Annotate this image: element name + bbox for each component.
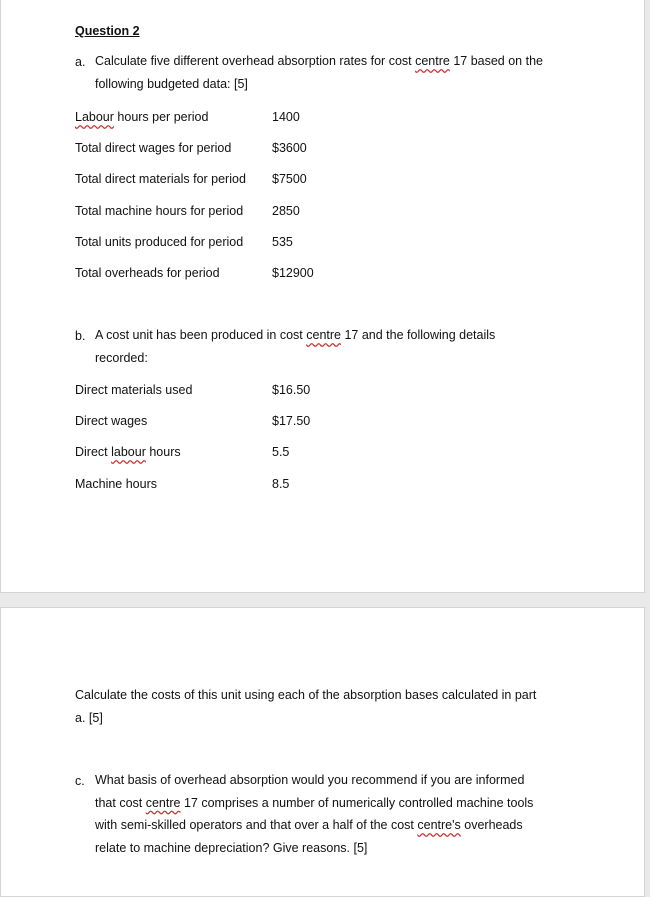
budget-row-value: $7500	[272, 172, 307, 186]
unit-row-label: Machine hours	[75, 477, 157, 491]
part-b-text-post: 17 and the following details	[341, 328, 496, 342]
budget-row-value: $3600	[272, 141, 307, 155]
budget-row-value: $12900	[272, 266, 314, 280]
budget-row-label	[75, 110, 208, 124]
unit-row-value: 8.5	[272, 477, 290, 491]
spell-flag-word: Labour	[75, 110, 114, 124]
label-rest: hours per period	[113, 110, 209, 124]
calc-instruction-line1: Calculate the costs of this unit using each of the absorption bases calculated in part	[75, 688, 537, 702]
part-a-text-line2: following budgeted data: [5]	[95, 76, 248, 91]
unit-row-value: 5.5	[272, 445, 290, 459]
part-b-text-line2: recorded:	[95, 350, 148, 365]
label-pre: Direct	[75, 445, 112, 459]
budget-row-label: Total overheads for period	[75, 266, 220, 280]
spell-flag-word: centre	[415, 54, 450, 68]
part-a-text-post: 17 based on the	[449, 54, 543, 68]
part-c-line3-pre: with semi-skilled operators and that over a half of the cost	[95, 818, 418, 832]
part-c-line1: What basis of overhead absorption would you recommend if you are informed	[95, 773, 525, 787]
spell-flag-word: centre's	[417, 818, 461, 832]
budget-row-value: 2850	[272, 204, 300, 218]
question-title: Question 2	[75, 24, 140, 38]
part-c-line2-post: 17 comprises a number of numerically controlled machine tools	[180, 795, 534, 810]
part-c-line4: relate to machine depreciation? Give reasons. [5]	[95, 840, 368, 855]
part-b-question	[95, 324, 495, 369]
budget-row-label: Total direct materials for period	[75, 172, 246, 186]
budget-row-label: Total units produced for period	[75, 235, 244, 249]
budget-row-label: Total direct wages for period	[75, 141, 232, 155]
part-c-line3-post: overheads	[460, 818, 523, 832]
unit-row-value: $17.50	[272, 414, 311, 428]
part-a-marker: a.	[75, 55, 86, 69]
part-c-marker: c.	[75, 774, 85, 788]
budget-row-label: Total machine hours for period	[75, 204, 244, 218]
budget-row-value: 1400	[272, 110, 300, 124]
calc-instruction	[75, 684, 536, 729]
unit-row-label	[75, 445, 181, 459]
spell-flag-word: centre	[306, 328, 341, 342]
part-b-text-pre: A cost unit has been produced in cost	[95, 328, 307, 342]
spell-flag-word: centre	[145, 795, 181, 810]
unit-row-label: Direct materials used	[75, 383, 193, 397]
budget-row-value: 535	[272, 235, 293, 249]
unit-row-label: Direct wages	[75, 414, 148, 428]
part-a-text-pre: Calculate five different overhead absorption rates for cost	[95, 54, 416, 68]
unit-row-value: $16.50	[272, 383, 311, 397]
document-page-2	[0, 607, 645, 897]
calc-instruction-line2: a. [5]	[75, 710, 103, 725]
spell-flag-word: labour	[111, 445, 146, 459]
part-b-marker: b.	[75, 329, 86, 343]
label-rest: hours	[145, 445, 181, 459]
part-c-question	[95, 769, 533, 859]
part-a-question	[95, 50, 543, 95]
part-c-line2-pre: that cost	[95, 795, 146, 810]
